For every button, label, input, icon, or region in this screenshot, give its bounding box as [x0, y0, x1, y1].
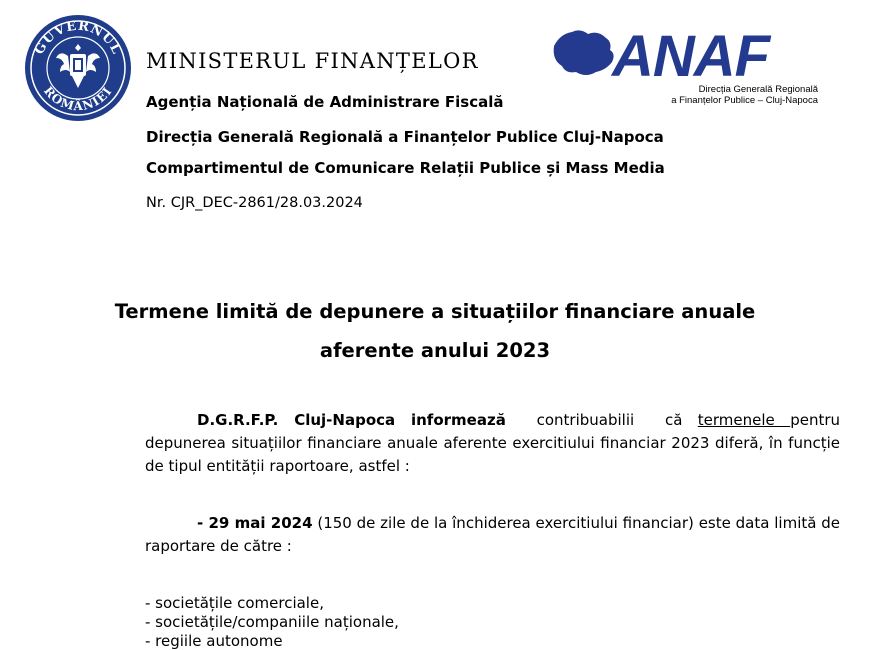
department-name: Compartimentul de Comunicare Relații Publice și Mass Media: [146, 159, 665, 177]
list-item: - societățile comerciale,: [145, 594, 324, 612]
list-item: - societățile/companiile naționale,: [145, 613, 399, 631]
seal-text-bottom: ROMÂNIEI: [41, 83, 115, 114]
intro-underlined: termenele: [697, 411, 791, 429]
intro-text-b: pentru depunerea situațiilor financiare anuale aferente exercitiului financiar 2023 diferă, în funcție de tipul entității raportoare, astfel :: [145, 411, 840, 475]
intro-bold: D.G.R.F.P. Cluj-Napoca informează: [197, 411, 506, 429]
deadline-paragraph: [145, 512, 840, 558]
reference-number: Nr. CJR_DEC-2861/28.03.2024: [146, 195, 363, 211]
anaf-subtitle-line-1: Direcția Generală Regională: [698, 84, 818, 95]
anaf-logo: [552, 26, 824, 82]
government-seal-icon: [24, 14, 132, 122]
agency-name: Agenția Națională de Administrare Fiscală: [146, 93, 504, 111]
list-item: - regiile autonome: [145, 632, 283, 650]
deadline-text: (150 de zile de la închiderea exercitiului financiar) este data limită de raportare de către :: [145, 514, 840, 555]
anaf-logo-text: ANAF: [612, 26, 770, 82]
intro-paragraph: [145, 409, 840, 478]
deadline-date: - 29 mai 2024: [197, 514, 313, 532]
document-title-line-1: Termene limită de depunere a situațiilor financiare anuale: [114, 300, 756, 323]
intro-text-a: contribuabilii că: [505, 411, 698, 429]
document-title-line-2: aferente anului 2023: [319, 339, 551, 362]
ministry-name: MINISTERUL FINANȚELOR: [146, 49, 479, 73]
anaf-subtitle-line-2: a Finanțelor Publice – Cluj-Napoca: [671, 95, 818, 106]
directorate-name: Direcția Generală Regională a Finanțelor Publice Cluj-Napoca: [146, 128, 664, 146]
romania-map-icon: [554, 30, 614, 75]
anaf-subtitle: [618, 84, 818, 106]
seal-text-top: GUVERNUL: [32, 18, 124, 58]
